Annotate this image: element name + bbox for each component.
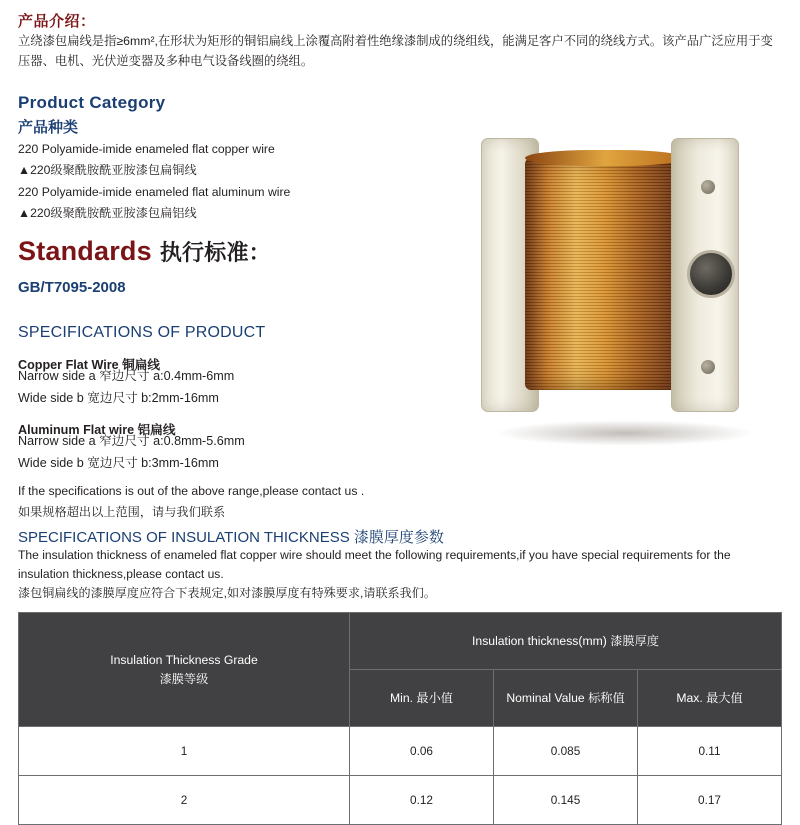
table-header-nominal: Nominal Value 标称值	[494, 670, 638, 727]
standard-code: GB/T7095-2008	[18, 279, 126, 296]
intro-body: 立绕漆包扁线是指≥6mm²,在形状为矩形的铜铝扁线上涂覆高附着性绝缘漆制成的绕组线，能满足客户不同的绕线方式。该产品广泛应用于变压器、电机、光伏逆变器及多种电气设备线圈的绕组。	[18, 34, 773, 68]
table-header-grade-en: Insulation Thickness Grade	[110, 653, 258, 668]
spool-bolt-bottom-icon	[701, 360, 715, 374]
category-title-en: Product Category	[18, 93, 166, 112]
cell-min: 0.06	[350, 727, 494, 776]
copper-subtitle: Copper Flat Wire 铜扁线	[18, 358, 160, 372]
insulation-thickness-table	[18, 612, 782, 825]
standards-heading	[18, 236, 271, 267]
standards-heading-cn: 执行标准：	[159, 240, 271, 265]
specifications-note-cn: 如果规格超出以上范围，请与我们联系	[18, 504, 226, 519]
table-header-grade-cn: 漆膜等级	[159, 671, 209, 686]
insulation-body-cn: 漆包铜扁线的漆膜厚度应符合下表规定,如对漆膜厚度有特殊要求,请联系我们。	[18, 585, 436, 600]
specifications-note	[18, 481, 364, 523]
intro-title: 产品介绍：	[18, 13, 96, 30]
aluminum-dimensions	[18, 431, 245, 474]
cell-max: 0.17	[638, 776, 782, 825]
table-header-row	[19, 613, 782, 670]
insulation-body	[18, 546, 782, 603]
standards-heading-en: Standards	[18, 236, 152, 266]
copper-narrow-side: Narrow side a 窄边尺寸 a:0.4mm-6mm	[18, 369, 235, 383]
cell-nominal: 0.145	[494, 776, 638, 825]
table-header-group: Insulation thickness(mm) 漆膜厚度	[350, 613, 782, 670]
list-item: 220 Polyamide-imide enameled flat copper wire	[18, 142, 275, 156]
specifications-note-en: If the specifications is out of the above range,please contact us .	[18, 484, 365, 498]
table-header-min: Min. 最小值	[350, 670, 494, 727]
photo-shadow	[495, 420, 755, 446]
copper-wide-side: Wide side b 宽边尺寸 b:2mm-16mm	[18, 390, 219, 405]
copper-coil-top	[525, 150, 685, 166]
list-item: ▲220级聚酰胺酰亚胺漆包扁铝线	[18, 206, 197, 221]
aluminum-wide-side: Wide side b 宽边尺寸 b:3mm-16mm	[18, 455, 219, 470]
list-item: 220 Polyamide-imide enameled flat aluminum wire	[18, 184, 291, 199]
table-header-grade	[19, 613, 350, 727]
spool-bolt-top-icon	[701, 180, 715, 194]
cell-grade: 2	[19, 776, 350, 825]
list-item: ▲220级聚酰胺酰亚胺漆包扁铜线	[18, 163, 197, 178]
insulation-body-en: The insulation thickness of enameled flat copper wire should meet the following requirements,if you have special requirements for the insulation thickness,please contact us.	[18, 548, 731, 581]
cell-max: 0.11	[638, 727, 782, 776]
category-title-cn: 产品种类	[18, 119, 79, 136]
copper-dimensions	[18, 366, 234, 409]
table-row	[19, 776, 782, 825]
aluminum-narrow-side: Narrow side a 窄边尺寸 a:0.8mm-5.6mm	[18, 434, 245, 448]
product-photo	[455, 120, 785, 465]
table-row	[19, 727, 782, 776]
category-list	[18, 139, 290, 224]
insulation-heading: SPECIFICATIONS OF INSULATION THICKNESS 漆膜厚度参数	[18, 529, 444, 546]
copper-coil	[525, 158, 685, 390]
spool-hub	[687, 250, 735, 298]
table-header-max: Max. 最大值	[638, 670, 782, 727]
cell-grade: 1	[19, 727, 350, 776]
cell-nominal: 0.085	[494, 727, 638, 776]
aluminum-subtitle: Aluminum Flat wire 铝扁线	[18, 423, 176, 437]
cell-min: 0.12	[350, 776, 494, 825]
specifications-heading: SPECIFICATIONS OF PRODUCT	[18, 324, 266, 341]
